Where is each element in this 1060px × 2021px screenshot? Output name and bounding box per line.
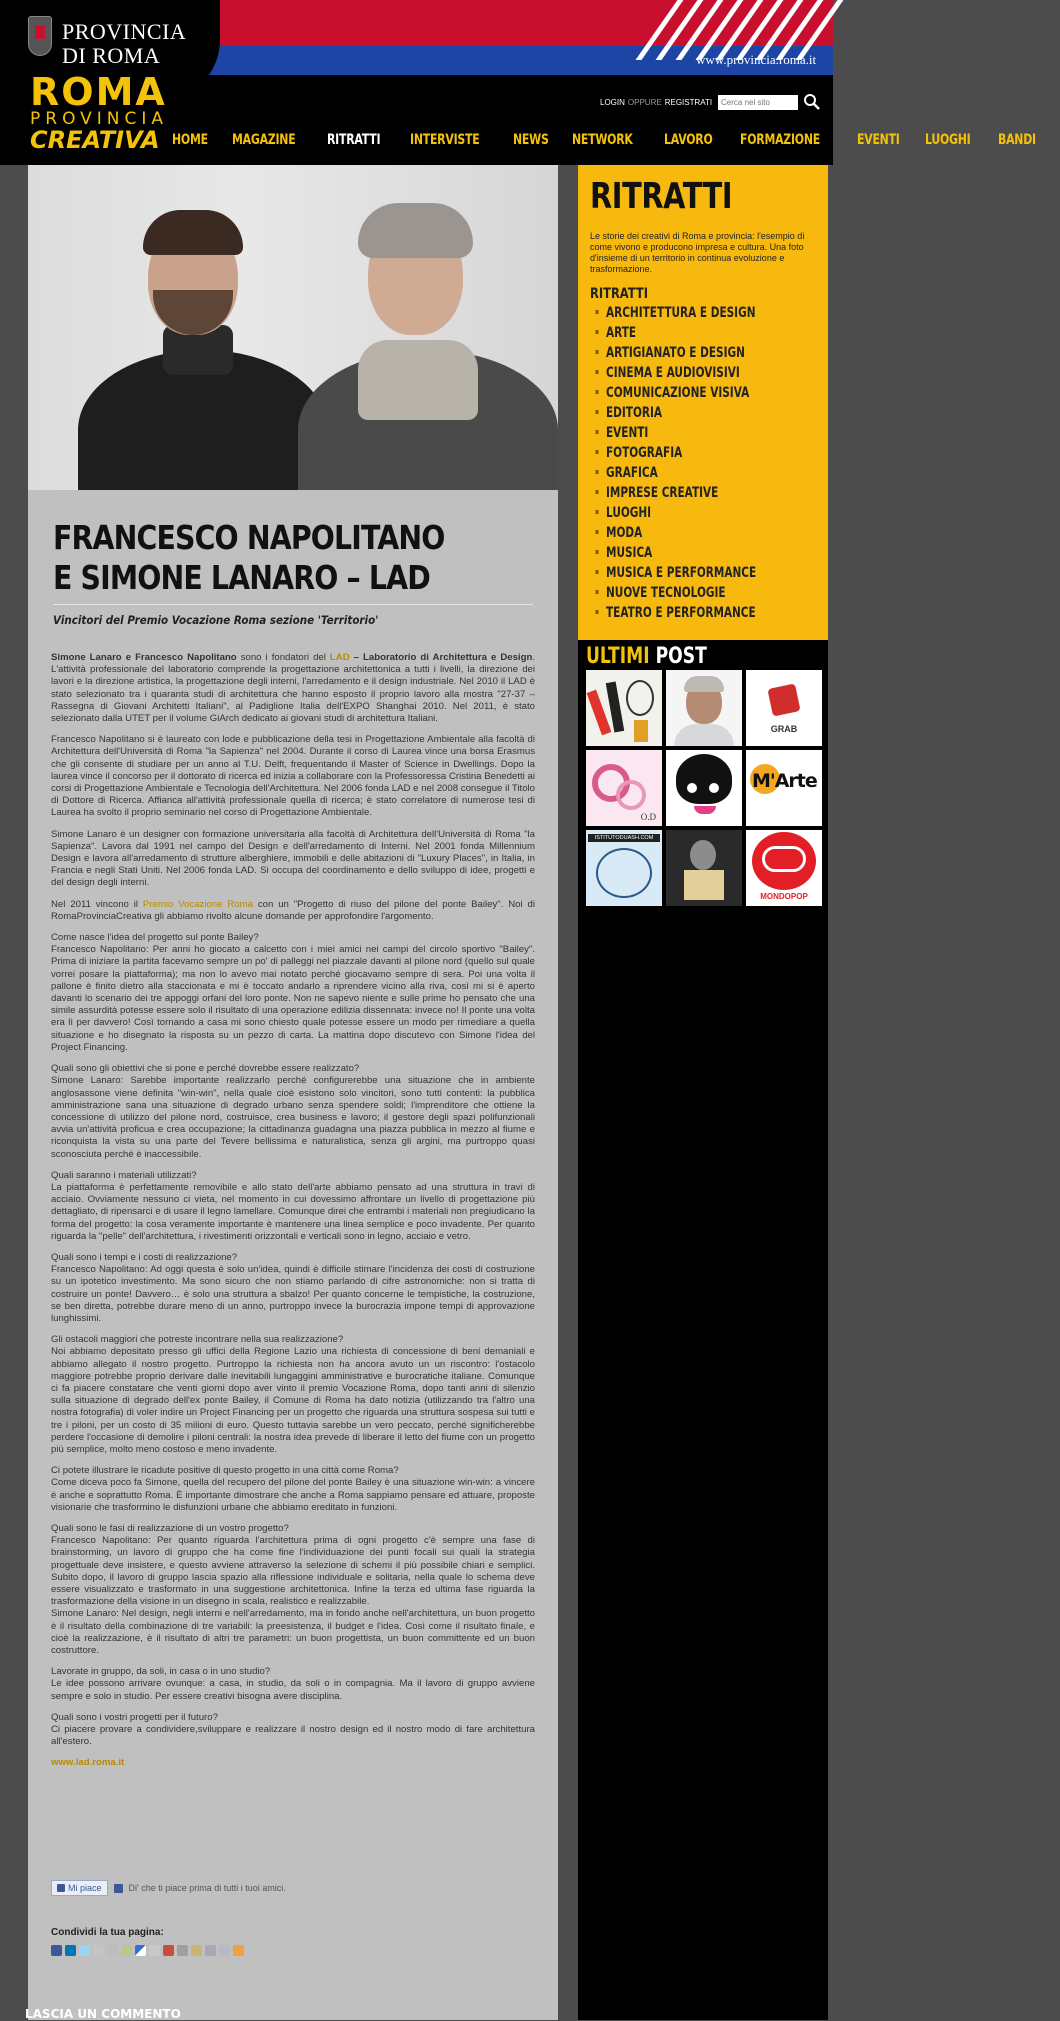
post-thumb-photo[interactable] [666,830,742,906]
answer: Francesco Napolitano: Per quanto riguarda l'architettura prima di ogni progetto c'è sempre una fase di brainstorming, un lavoro di gruppo che ha come fine l'individuazione dei punti focali sui quali la strategia progettuale deve insistere, e questo avviene attraverso la selezione di schemi il più possibile chiari e semplici. Subito dopo, il lavoro di gruppo lascia spazio alla riflessione individuale e solitaria, nella quale lo schema deve essere visualizzato e trasformato in una suggestione architettonica. Infine la terza ed ultima fase riguarda la trasformazione della visione in un disegno in scala, realistico e realizzabile. [51,1535,535,1608]
category-item[interactable]: ARTIGIANATO E DESIGN [606,343,756,363]
category-item[interactable]: EDITORIA [606,403,756,423]
category-item[interactable]: COMUNICAZIONE VISIVA [606,383,756,403]
register-link[interactable]: REGISTRATI [664,98,713,107]
myspace-share-icon[interactable] [149,1945,160,1956]
paragraph-intro [51,652,535,725]
category-item[interactable]: EVENTI [606,423,756,443]
category-item[interactable]: NUOVE TECNOLOGIE [606,583,756,603]
post-thumb-od[interactable] [586,750,662,826]
email-share-icon[interactable] [219,1945,230,1956]
post-thumb-grab[interactable] [746,670,822,746]
search-icon [800,93,824,111]
category-item[interactable]: CINEMA E AUDIOVISIVI [606,363,756,383]
bookmark-share-icon[interactable] [191,1945,202,1956]
rss-share-icon[interactable] [233,1945,244,1956]
logo-creativa[interactable]: CREATIVA [30,126,160,154]
category-list [606,303,806,623]
category-item[interactable]: ARTE [606,323,756,343]
intro-names: Simone Lanaro e Francesco Napolitano [51,652,237,663]
digg-share-icon[interactable] [107,1945,118,1956]
post-thumb-marte[interactable] [746,750,822,826]
share-icons [51,1945,244,1956]
answer: La piattaforma è perfettamente removibile e allo stato dell'arte abbiamo pensato ad una struttura in travi di acciaio. Ovviamente nessuno ci vieta, nel momento in cui dovessimo affrontare un livello di progettazione più dettagliato, di ripensarci e di usare il legno lamellare. Comunque direi che entrambi i materiali non pregiudicano la forma del progetto: la cosa veramente importante è mantenere una linea semplice e poco invadente. Per quanto riguarda la "pelle" dell'architettura, i rivestimenti orizzontali e verticali sono in legno, acciaio e vetro. [51,1181,535,1242]
answer: Simone Lanaro: Sarebbe importante realizzarlo perché configurerebbe una situazione che in ambiente anglosassone viene definita "win-win", nella quale cioè esistono solo vincitori, sono tutti contenti: la pubblica amministrazione sana una situazione di degrado urbano senza spendere soldi; l'imprenditore che ottiene la concessione di utilizzo del pilone nord, costruisce, crea business e lavoro; il gestore degli spazi polifunzionali avvia un'attività proficua e crea occupazione; la cittadinanza guadagna una piazza pubblica in mezzo al fiume e riconquista la vista su una parte del Tevere bellissima e naturalistica, senza gli argini, ma purtroppo quasi sconosciuta perché è inaccessibile. [51,1075,535,1160]
answer: Ci piacere provare a condividere,sviluppare e realizzare il nostro design ed il nostro modo di fare architettura all'estero. [51,1724,535,1748]
institution-name-line1: PROVINCIA [62,19,187,44]
subtitle-divider [53,604,533,605]
delicious-share-icon[interactable] [135,1945,146,1956]
premio-text-a: Nel 2011 vincono il [51,898,143,910]
answer: Noi abbiamo depositato presso gli uffici della Regione Lazio una richiesta di concessione di beni demaniali e abbiamo allegato il nostro progetto. Purtroppo la richiesta non ha ancora avuto un un riscontro: l'ostacolo maggiore potrebbe proprio derivare dalle inevitabili lungaggini amministrative e burocratiche italiane. Comunque ci fa piacere constatare che venti giorni dopo aver vinto il premio Vocazione Roma, dopo tanti anni di silenzio sulla situazione di degrado dell'ex ponte Bailey, il Comune di Roma ha dato notizia (utilizzando tra l'altro una nostra fotografia) di voler indire un Project Financing per un progetto che riguarda una struttura sospesa sui tutti e tre i piloni, per un costo di 35 milioni di euro. Questo tuttavia sarebbe un vero peccato, perché significherebbe perdere l'occasione di demolire i piloni centrali: la nostra idea prevede di liberare il letto del fiume con un progetto più semplice, molto meno costoso e meno invadente. [51,1346,535,1455]
premio-text-b: con un "Progetto di riuso del pilone del ponte Bailey". Noi di RomaProvinciaCreativa gli abbiamo rivolto alcune domande per approfondire l'argomento. [51,898,535,922]
nav-luoghi[interactable]: LUOGHI [925,132,971,148]
qa-7 [51,1523,535,1657]
qa-1 [51,932,535,1054]
nav-interviste[interactable]: INTERVISTE [409,132,480,148]
search-input[interactable] [718,95,798,110]
nav-home[interactable]: HOME [172,132,208,148]
question: Quali saranno i materiali utilizzati? [51,1169,197,1181]
posts-grid [586,670,826,906]
auth-links [600,98,712,107]
logo-provincia[interactable]: PROVINCIA [30,109,169,129]
section-description: Le storie dei creativi di Roma e provincia: l'esempio di come vivono e producono impresa e cultura. Una foto d'insieme di un territorio in continua evoluzione e trasformazione. [590,231,805,274]
nav-bandi[interactable]: BANDI [997,132,1036,148]
paragraph-lanaro: Simone Lanaro è un designer con formazione universitaria alla facoltà di Architettura dell'Università di Roma "la Sapienza". Lavora dal 1991 nel campo del Design e dell'arredamento di Interni. Nel 2001 fonda Millennium Design e lavora all'arredamento di strutture alberghiere, immobili e delle abitazioni di "Luxury Places", in Italia, in Francia e negli Stati Uniti. Nel 2006 fonda LAD. Si occupa del coordinamento e dello sviluppo di idee, progetti e del design degli interni. [51,828,535,889]
hero-photo [28,165,558,490]
nav-eventi[interactable]: EVENTI [856,132,900,148]
question: Quali sono i tempi e i costi di realizzazione? [51,1251,238,1263]
question: Ci potete illustrare le ricadute positive di questo progetto in una città come Roma? [51,1465,399,1477]
od-label: O.D [640,812,656,822]
answer: Simone Lanaro: Nel design, negli interni e nell'arredamento, ma in fondo anche nell'architettura, un buon progetto è il risultato della combinazione di tre variabili: la preesistenza, il budget e l'idea. Così come il risultato finale, e cioè la realizzazione, è il risultato di altri tre parametri: un buon progettista, un buon committente ed un buon costruttore. [51,1608,535,1657]
intro-text-a: sono i fondatori del [236,652,330,663]
post-thumb-mondopop[interactable] [746,830,822,906]
section-sidebar [578,165,828,640]
qa-6 [51,1465,535,1514]
category-item[interactable]: FOTOGRAFIA [606,443,756,463]
article-body [51,652,535,1779]
qa-3 [51,1170,535,1243]
logo-roma[interactable]: ROMA [30,70,167,114]
article-subtitle: Vincitori del Premio Vocazione Roma sezione 'Territorio' [53,613,379,627]
category-item[interactable]: MUSICA E PERFORMANCE [606,565,757,581]
nav-magazine[interactable]: MAGAZINE [231,132,296,148]
latest-posts-title-b: POST [655,644,707,669]
institution-name-line2: DI ROMA [62,43,161,68]
mondopop-label: MONDOPOP [760,892,808,901]
istituto-label: ISTITUTODUASH.COM [588,834,660,842]
post-thumb-illustration[interactable] [586,670,662,746]
question: Quali sono gli obiettivi che si pone e perché dovrebbe essere realizzato? [51,1063,360,1075]
post-thumb-portrait[interactable] [666,670,742,746]
qa-8 [51,1666,535,1703]
provincia-crest-icon [28,16,52,56]
answer: Come diceva poco fa Simone, quella del recupero del pilone del ponte Bailey è una situazione win-win: a vincere è anche e soprattutto Roma. È importante dimostrare che anche a Roma sappiamo pensare ed attuare, proposte visionarie che trasformino le disfunzioni urbane che abbiamo ereditato in funzioni. [51,1477,535,1513]
share-label: Condividi la tua pagina: [51,1927,164,1938]
login-link[interactable]: LOGIN [600,98,625,107]
answer: Le idee possono arrivare ovunque: a casa, in studio, da soli o in compagnia. Ma il lavoro di gruppo avviene sempre e solo in studio. Per essere creativi bisogna avere disciplina. [51,1678,535,1702]
search-button[interactable] [800,93,824,111]
qa-9 [51,1712,535,1749]
latest-posts [578,640,828,2020]
answer: Francesco Napolitano: Ad oggi questa è solo un'idea, quindi è difficile stimare l'incidenza dei costi di costruzione su un ipotetico investimento. Ma sono sicuro che non stiamo parlando di cifre astronomiche: non si tratta di costruire un ponte! Davvero… è solo una struttura a sbalzo! Per quanto concerne le tempistiche, la costruzione, se ben diretta, potrebbe durare meno di un anno, purtroppo invece la burocrazia impone tempi di approvazione lunghissimi. [51,1264,535,1324]
like-text: Di' che ti piace prima di tutti i tuoi amici. [128,1883,286,1893]
site-header [0,0,1036,165]
qa-5 [51,1334,535,1456]
question: Lavorate in gruppo, da soli, in casa o in uno studio? [51,1666,271,1678]
twitter-share-icon[interactable] [79,1945,90,1956]
nav-ritratti[interactable]: RITRATTI [327,132,381,148]
article-title: FRANCESCO NAPOLITANO E SIMONE LANARO – LAD [53,518,445,597]
nav-network[interactable]: NETWORK [572,132,633,148]
lad-link[interactable]: LAD [329,652,350,663]
category-item[interactable]: MUSICA [606,543,756,563]
website-link[interactable]: www.lad.roma.it [51,1757,125,1769]
nav-news[interactable]: NEWS [512,132,549,148]
paragraph-premio [51,899,535,923]
qa-2 [51,1063,535,1161]
like-label: Mi piace [68,1883,102,1893]
question: Quali sono le fasi di realizzazione di un vostro progetto? [51,1523,289,1534]
question: Gli ostacoli maggiori che potreste incontrare nella sua realizzazione? [51,1334,344,1346]
main-nav [172,132,1060,148]
facebook-icon [114,1884,123,1893]
stumble-share-icon[interactable] [121,1945,132,1956]
youtube-share-icon[interactable] [163,1945,174,1956]
thumbs-up-icon [57,1884,65,1892]
like-button[interactable] [51,1880,108,1896]
intro-lab-name: – Laboratorio di Architettura e Design [349,652,533,663]
linkedin-share-icon[interactable] [65,1945,76,1956]
category-item[interactable]: ARCHITETTURA E DESIGN [606,305,756,321]
auth-separator: OPPURE [627,98,662,107]
premio-link[interactable]: Premio Vocazione Roma [142,898,253,910]
answer: Francesco Napolitano: Per anni ho giocato a calcetto con i miei amici nei campi del circolo sportivo "Bailey". Prima di iniziare la partita facevamo sempre un po' di palleggi nel piazzale davanti al pilone nord (quello sul quale vorrei posare la piattaforma); ma non lo avevo mai notato perché giocavamo sempre di sera. Poi una volta il pallone è finito dietro alla staccionata e mi è toccato andarlo a riprendere vicino alla riva, così mi si è aperto davanti lo scenario dei tre appoggi orfani del loro ponte. Non ne sapevo niente e sulle prime ho pensato che una simile assurdità potesse essere solo il risultato di una operazione edilizia dissennata: invece no! Il ponte una volta era lì per davvero! Così tornando a casa mi sono chiesto quale potesse essere un modo per rimediare a quella situazione e ho disegnato la risposta su un pezzo di carta. La mattina dopo discutevo con Simone l'idea del Project Financing. [51,944,535,1053]
header-stripes [640,0,833,46]
yahoo-share-icon[interactable] [177,1945,188,1956]
like-row [51,1880,286,1896]
section-title: RITRATTI [590,176,733,217]
category-item[interactable]: LUOGHI [606,503,756,523]
category-item[interactable]: TEATRO E PERFORMANCE [606,605,756,621]
nav-lavoro[interactable]: LAVORO [663,132,713,148]
question: Quali sono i vostri progetti per il futuro? [51,1711,218,1723]
comment-title: LASCIA UN COMMENTO [25,2007,181,2021]
question: Come nasce l'idea del progetto sul ponte Bailey? [51,932,259,944]
category-item[interactable]: MODA [606,523,756,543]
grab-label: GRAB [770,724,798,734]
category-heading: RITRATTI [590,286,648,302]
paragraph-napolitano: Francesco Napolitano si è laureato con lode e pubblicazione della tesi in Progettazione Ambientale alla facoltà di Architettura dell'Università di Roma "la Sapienza" nel 2004. Durante il corso di Laurea vince una borsa Erasmus che gli consente di studiare per un anno al T.U. Delft, frequentando il Master of Science in Dwellings. Dopo la laurea vince il concorso per il dottorato di ricerca ed inizia a collaborare con la Professoressa Cristina Benedetti ai corsi di Progettazione Ambientale e Tecnologia dell'Architettura. Nel 2006 fonda LAD e nel 2008 consegue il Titolo di Dottore di Ricerca. Affianca all'attività professionale quella di ricerca; è stato correlatore di numerose tesi di Laurea ha svolto il proprio seminario nel corso di Progettazione Ambientale. [51,734,535,819]
qa-4 [51,1252,535,1325]
print-share-icon[interactable] [205,1945,216,1956]
category-item[interactable]: GRAFICA [606,463,756,483]
intro-text-b: . L'attività professionale del laboratorio comprende la progettazione architettonica a tutti i livelli, la direzione dei lavori e la direzione artistica, la progettazione degli interni, l'arredamento e il design industriale. Nel 2010 il LAD è stato selezionato tra i quaranta studi di architettura che hanno esposto il proprio lavoro alla mostra "27-37 – Rassegna di Giovani Architetti Italiani", al Padiglione Italia dell'EXPO Shanghai 2010. Nel 2011, è stato selezionato dalla UTET per il volume GiArch dedicato ai giovani studi di architettura Italiani. [51,652,535,725]
website-paragraph [51,1757,535,1769]
marte-label: M'Arte [752,770,817,792]
latest-posts-title [586,644,707,670]
facebook-share-icon[interactable] [51,1945,62,1956]
post-thumb-cartoon[interactable] [666,750,742,826]
post-thumb-istituto[interactable] [586,830,662,906]
latest-posts-title-a: ULTIMI [586,644,650,669]
google-share-icon[interactable] [93,1945,104,1956]
category-item[interactable]: IMPRESE CREATIVE [606,483,756,503]
provincia-url-link[interactable]: www.provincia.roma.it [696,52,817,67]
nav-formazione[interactable]: FORMAZIONE [740,132,821,148]
